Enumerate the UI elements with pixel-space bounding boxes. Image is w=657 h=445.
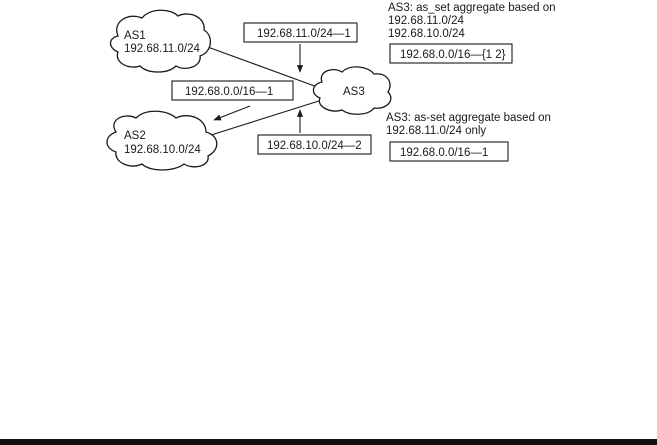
as3-cloud (313, 67, 390, 114)
as1-name: AS1 (124, 30, 146, 42)
bottom-rule (0, 439, 657, 445)
as3-name: AS3 (343, 86, 365, 98)
route-as2-to-as3 (258, 135, 371, 154)
as2-prefix: 192.68.10.0/24 (124, 144, 201, 156)
as1-prefix: 192.68.11.0/24 (124, 43, 200, 55)
as-set-result: 192.68.0.0/16—{1 2} (400, 49, 506, 61)
non-as-set-note-line-1: AS3: as-set aggregate based on (386, 112, 551, 124)
as-set-note-line-1: AS3: as_set aggregate based on (388, 2, 556, 14)
as-set-note (388, 2, 556, 63)
as-set-note-line-2: 192.68.11.0/24 (388, 15, 464, 27)
non-as-set-result: 192.68.0.0/16—1 (400, 147, 489, 159)
route-as1-to-as3 (244, 23, 357, 42)
route-as1-to-as3-label: 192.68.11.0/24—1 (257, 28, 351, 40)
non-as-set-note (386, 112, 551, 161)
as-set-note-line-3: 192.68.10.0/24 (388, 28, 465, 40)
route-as2-to-as3-label: 192.68.10.0/24—2 (267, 140, 362, 152)
as1-cloud (111, 10, 211, 72)
as3-as2-link (208, 100, 322, 136)
route-as3-to-as2-label: 192.68.0.0/16—1 (185, 86, 274, 98)
left-arrow (214, 106, 250, 120)
as2-cloud (107, 111, 217, 170)
as2-name: AS2 (124, 130, 146, 142)
route-as3-to-as2 (172, 81, 293, 100)
non-as-set-note-line-2: 192.68.11.0/24 only (386, 125, 487, 137)
